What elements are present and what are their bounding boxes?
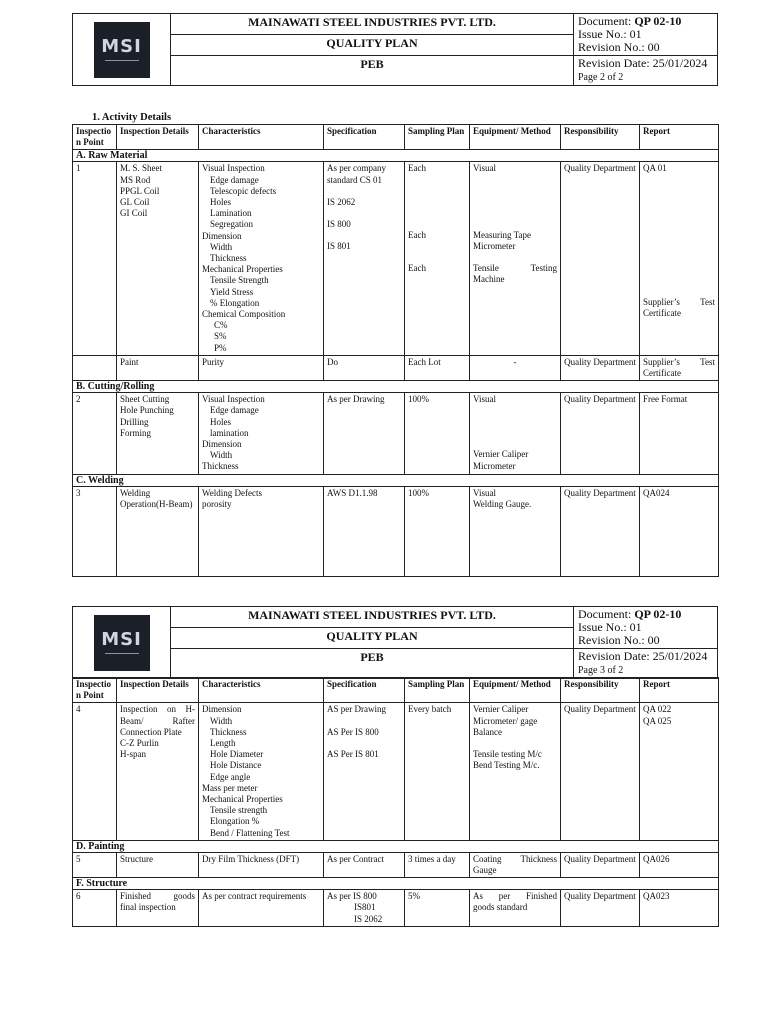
specification: AWS D1.1.98 xyxy=(324,486,405,576)
doc-label: Document: xyxy=(578,14,632,28)
table-row xyxy=(73,703,719,840)
col-report: Report xyxy=(640,125,719,150)
revision-date-cell xyxy=(574,649,718,679)
sampling-plan: Each Lot xyxy=(405,355,470,380)
inspection-details: Inspection on H- Beam/ Rafter Connection Plate C-Z Purlin H-span xyxy=(117,703,199,840)
inspection-point: 4 xyxy=(73,703,117,840)
inspection-details: Finished goods final inspection xyxy=(117,890,199,927)
column-header-row xyxy=(73,125,719,150)
col-equipment: Equipment/ Method xyxy=(470,125,561,150)
characteristics: Dry Film Thickness (DFT) xyxy=(199,852,324,877)
col-inspection-details: Inspection Details xyxy=(117,678,199,703)
col-responsibility: Responsibility xyxy=(561,125,640,150)
company-logo xyxy=(94,615,150,671)
col-inspection-details: Inspection Details xyxy=(117,125,199,150)
revision-no: Revision No.: 00 xyxy=(578,633,660,647)
specification: AS per Drawing AS Per IS 800 AS Per IS 801 xyxy=(324,703,405,840)
equipment-method: Vernier Caliper Micrometer/ gage Balance Tensile testing M/c Bend Testing M/c. xyxy=(470,703,561,840)
equipment-method: Visual Vernier Caliper Micrometer xyxy=(470,393,561,474)
activity-heading: 1. Activity Details xyxy=(92,112,172,123)
report: Supplier’s Test Certificate xyxy=(640,355,719,380)
revision-no: Revision No.: 00 xyxy=(578,40,660,54)
specification: As per Drawing xyxy=(324,393,405,474)
sampling-plan: 5% xyxy=(405,890,470,927)
logo-cell xyxy=(73,14,171,86)
report: QA023 xyxy=(640,890,719,927)
issue-no: Issue No.: 01 xyxy=(578,620,642,634)
characteristics: Dimension Width Thickness Length Hole Diameter Hole Distance Edge angle Mass per meter Mechanical Properties Tensile strength Elongation % Bend / Flattening Test xyxy=(199,703,324,840)
report: QA024 xyxy=(640,486,719,576)
equipment-method: - xyxy=(470,355,561,380)
sampling-plan: Each Each Each xyxy=(405,162,470,355)
col-specification: Specification xyxy=(324,678,405,703)
specification: As per Contract xyxy=(324,852,405,877)
table-row xyxy=(73,393,719,474)
logo-mark: MSI xyxy=(101,36,142,57)
plan-title: QUALITY PLAN xyxy=(171,35,574,56)
responsibility: Quality Department xyxy=(561,703,640,840)
logo-cell xyxy=(73,607,171,679)
responsibility: Quality Department xyxy=(561,393,640,474)
page-label: Page 3 of 2 xyxy=(578,665,624,676)
sampling-plan: 100% xyxy=(405,393,470,474)
revision-date-cell xyxy=(574,56,718,86)
table-row xyxy=(73,852,719,877)
section-welding: C. Welding xyxy=(73,474,719,486)
document-meta xyxy=(574,607,718,649)
col-inspection-point: Inspectio n Point xyxy=(73,125,117,150)
col-report: Report xyxy=(640,678,719,703)
inspection-details: Sheet Cutting Hole Punching Drilling Forming xyxy=(117,393,199,474)
sampling-plan: Every batch xyxy=(405,703,470,840)
specification: As per company standard CS 01 IS 2062 IS 800 IS 801 xyxy=(324,162,405,355)
quality-plan-table-1 xyxy=(72,124,719,577)
section-painting: D. Painting xyxy=(73,840,719,852)
doc-number: QP 02-10 xyxy=(634,607,682,621)
equipment-method: Visual Measuring Tape Micrometer Tensile Testing Machine xyxy=(470,162,561,355)
report: QA 022 QA 025 xyxy=(640,703,719,840)
section-structure: F. Structure xyxy=(73,878,719,890)
characteristics: Visual Inspection Edge damage Holes lamination Dimension Width Thickness xyxy=(199,393,324,474)
sampling-plan: 3 times a day xyxy=(405,852,470,877)
page-label: Page 2 of 2 xyxy=(578,72,624,83)
plan-subject: PEB xyxy=(171,56,574,86)
quality-plan-table-2 xyxy=(72,677,719,927)
col-specification: Specification xyxy=(324,125,405,150)
logo-mark: MSI xyxy=(101,629,142,650)
revision-date: Revision Date: 25/01/2024 xyxy=(578,649,708,663)
inspection-point: 3 xyxy=(73,486,117,576)
equipment-method: Coating Thickness Gauge xyxy=(470,852,561,877)
inspection-point: 2 xyxy=(73,393,117,474)
col-inspection-point: Inspectio n Point xyxy=(73,678,117,703)
doc-number: QP 02-10 xyxy=(634,14,682,28)
page2-header xyxy=(72,606,718,679)
table-row xyxy=(73,486,719,576)
issue-no: Issue No.: 01 xyxy=(578,27,642,41)
section-raw-material: A. Raw Material xyxy=(73,150,719,162)
table-row xyxy=(73,355,719,380)
table-row xyxy=(73,890,719,927)
company-logo xyxy=(94,22,150,78)
company-name: MAINAWATI STEEL INDUSTRIES PVT. LTD. xyxy=(171,14,574,35)
characteristics: As per contract requirements xyxy=(199,890,324,927)
inspection-details: M. S. Sheet MS Rod PPGL Coil GL Coil GI Coil xyxy=(117,162,199,355)
equipment-method: Visual Welding Gauge. xyxy=(470,486,561,576)
responsibility: Quality Department xyxy=(561,355,640,380)
col-characteristics: Characteristics xyxy=(199,125,324,150)
section-cutting-rolling: B. Cutting/Rolling xyxy=(73,381,719,393)
responsibility: Quality Department xyxy=(561,890,640,927)
report: QA026 xyxy=(640,852,719,877)
table-row xyxy=(73,162,719,355)
inspection-point: 6 xyxy=(73,890,117,927)
page1-header xyxy=(72,13,718,86)
sampling-plan: 100% xyxy=(405,486,470,576)
col-sampling-plan: Sampling Plan xyxy=(405,678,470,703)
inspection-details: Paint xyxy=(117,355,199,380)
specification: Do xyxy=(324,355,405,380)
plan-subject: PEB xyxy=(171,649,574,679)
equipment-method: As per Finished goods standard xyxy=(470,890,561,927)
inspection-point: 1 xyxy=(73,162,117,355)
characteristics: Visual Inspection Edge damage Telescopic defects Holes Lamination Segregation Dimension Width Thickness Mechanical Properties Tensile Strength Yield Stress % Elongation Chemical Composition C% S% P% xyxy=(199,162,324,355)
responsibility: Quality Department xyxy=(561,852,640,877)
col-responsibility: Responsibility xyxy=(561,678,640,703)
inspection-details: Structure xyxy=(117,852,199,877)
characteristics: Purity xyxy=(199,355,324,380)
responsibility: Quality Department xyxy=(561,486,640,576)
col-characteristics: Characteristics xyxy=(199,678,324,703)
report: Free Format xyxy=(640,393,719,474)
column-header-row xyxy=(73,678,719,703)
col-equipment: Equipment/ Method xyxy=(470,678,561,703)
characteristics: Welding Defects porosity xyxy=(199,486,324,576)
plan-title: QUALITY PLAN xyxy=(171,628,574,649)
col-sampling-plan: Sampling Plan xyxy=(405,125,470,150)
company-name: MAINAWATI STEEL INDUSTRIES PVT. LTD. xyxy=(171,607,574,628)
inspection-point: 5 xyxy=(73,852,117,877)
inspection-details: Welding Operation(H-Beam) xyxy=(117,486,199,576)
responsibility: Quality Department xyxy=(561,162,640,355)
document-meta xyxy=(574,14,718,56)
specification: As per IS 800 IS801 IS 2062 xyxy=(324,890,405,927)
doc-label: Document: xyxy=(578,607,632,621)
report: QA 01 Supplier’s Test Certificate xyxy=(640,162,719,355)
revision-date: Revision Date: 25/01/2024 xyxy=(578,56,708,70)
